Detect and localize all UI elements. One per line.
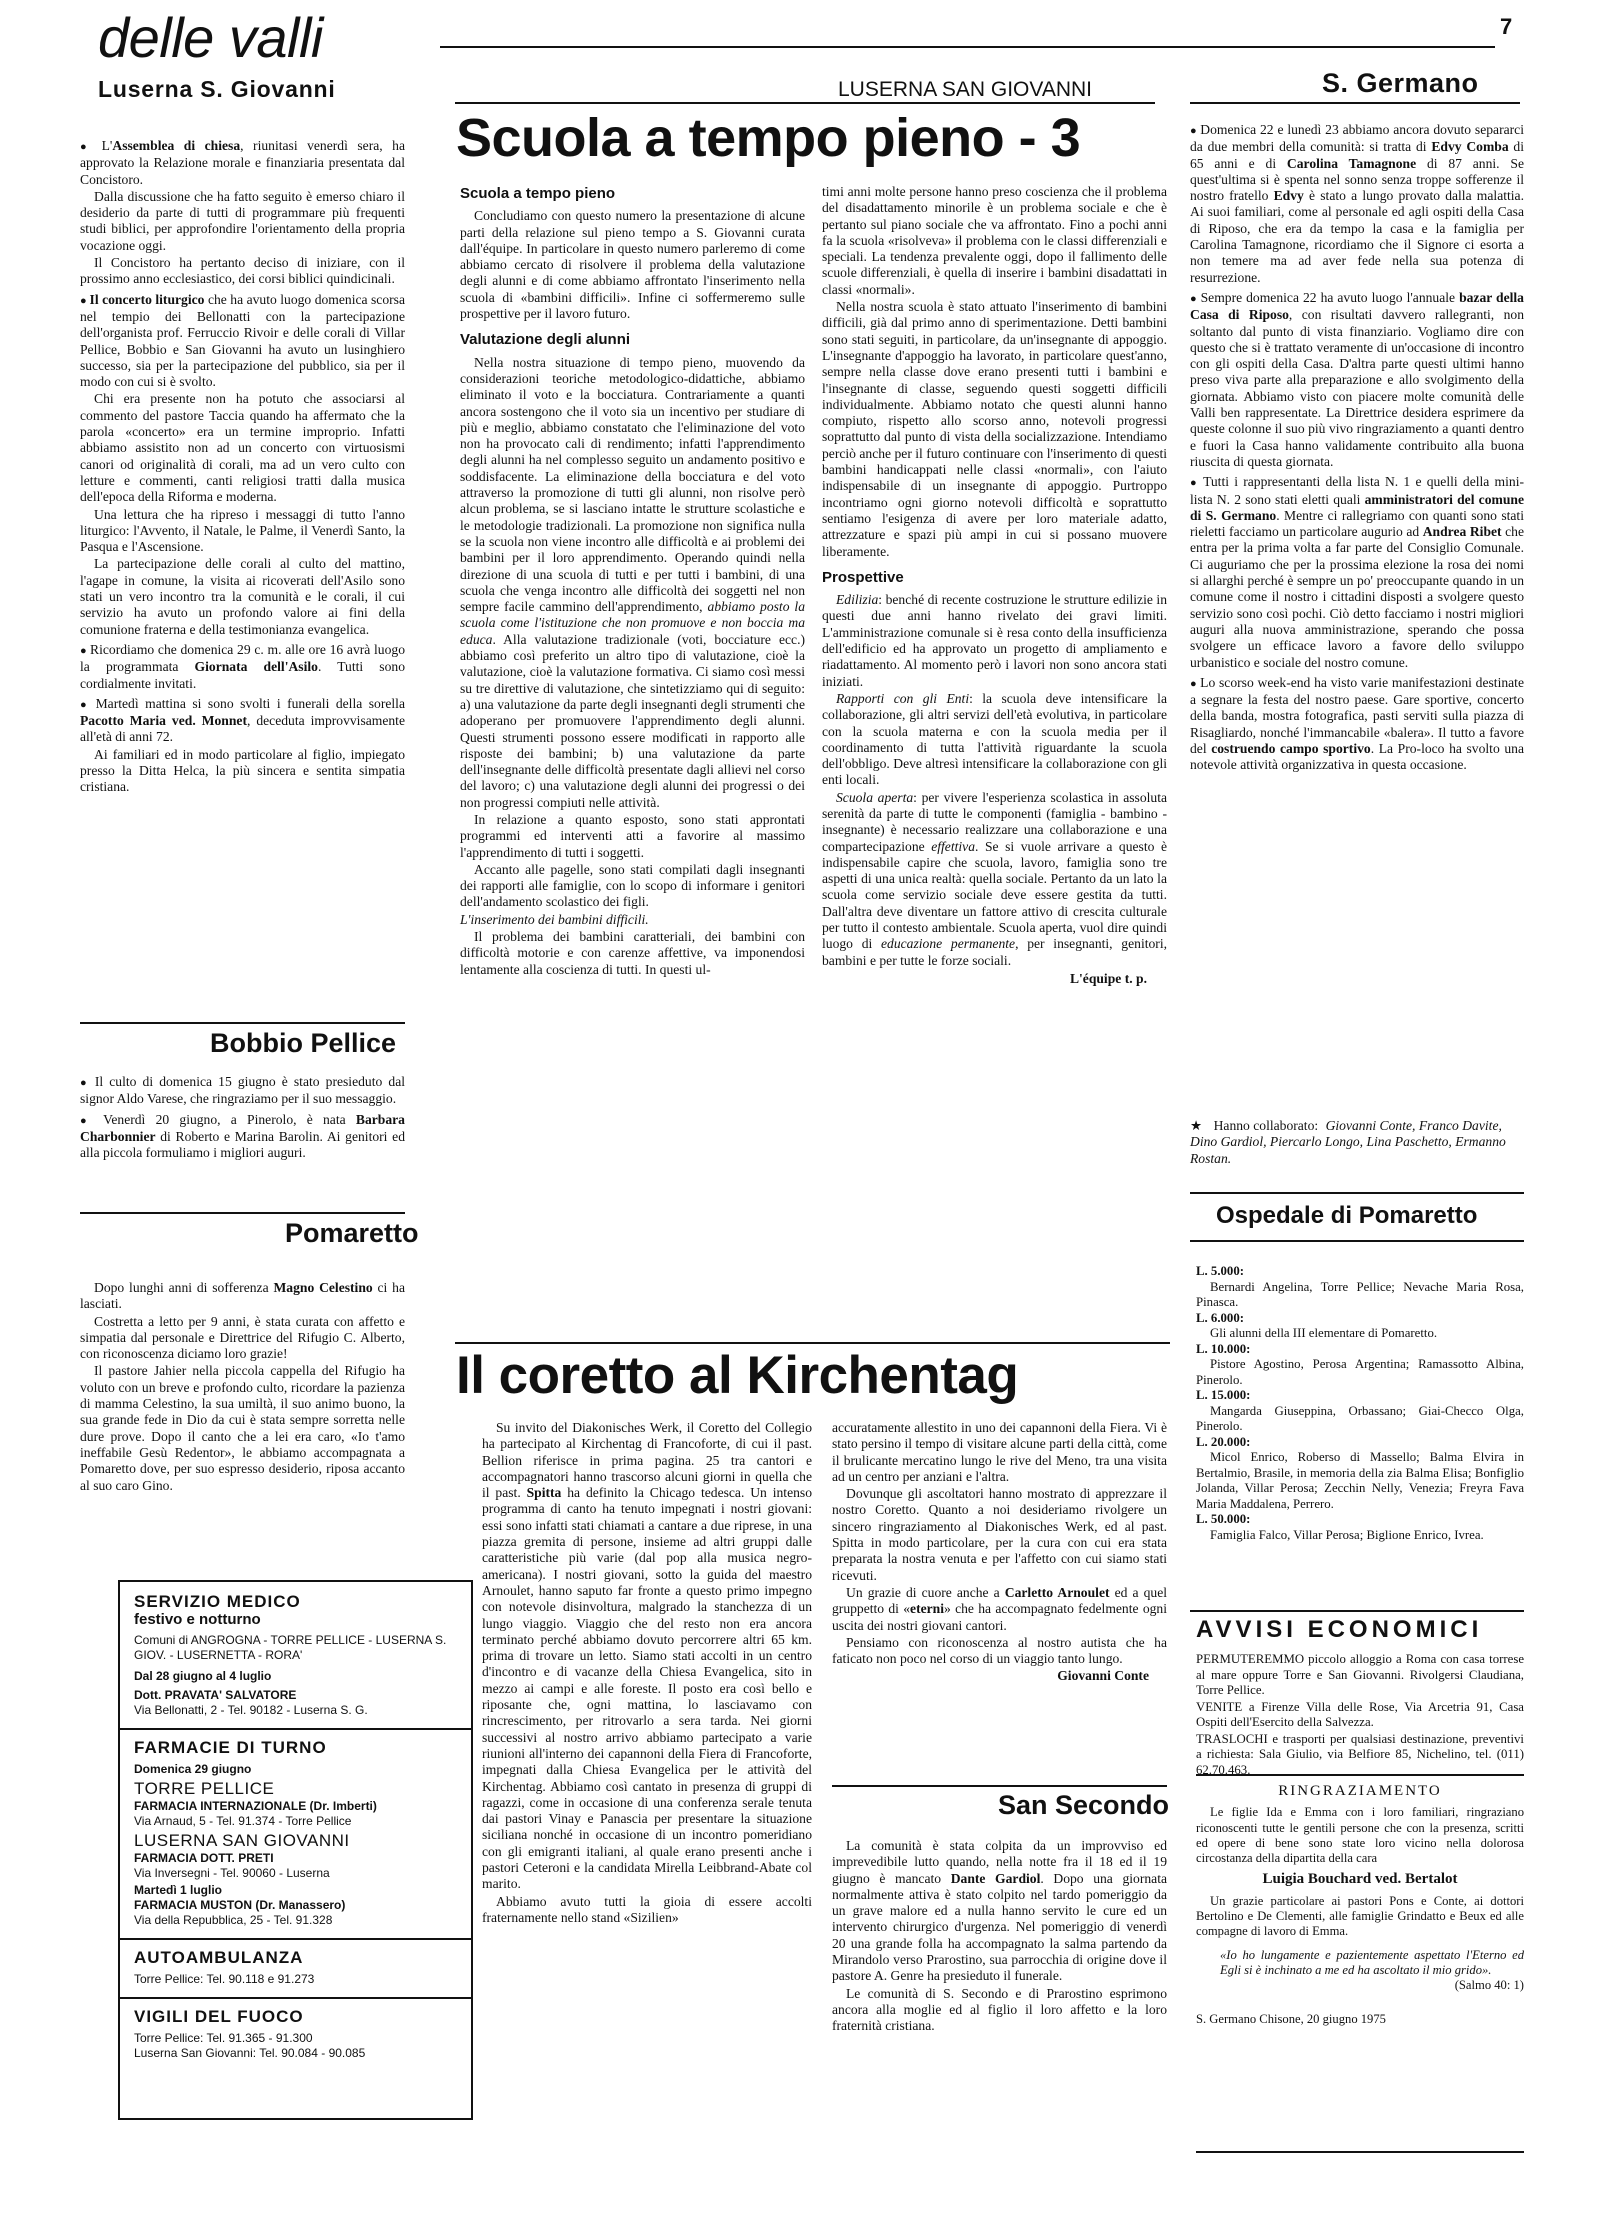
farmacie-town: LUSERNA SAN GIOVANNI — [134, 1831, 350, 1850]
servizio-doctor: Dott. PRAVATA' SALVATORE — [134, 1688, 297, 1702]
rule — [1190, 1610, 1524, 1612]
farmacia-address: Via della Repubblica, 25 - Tel. 91.328 — [134, 1913, 333, 1927]
rule — [1190, 102, 1520, 104]
scuola-headline: Scuola a tempo pieno - 3 — [456, 108, 1081, 168]
donation-names: Gli alunni della III elementare di Pomaretto. — [1210, 1326, 1438, 1340]
section-bobbio: Bobbio Pellice — [210, 1028, 397, 1058]
donation-amount: L. 50.000: — [1196, 1512, 1251, 1526]
servizio-dates: Dal 28 giugno al 4 luglio — [134, 1669, 272, 1683]
column-pomaretto: Dopo lunghi anni di sofferenza Magno Celestino ci ha lasciati. Costretta a letto per 9 anni, è stata curata con affetto e simpatia dal personale e Direttrice del Rifugio C. Alberto, con riconoscenza diciamo loro grazie! Il pastore Jahier nella piccola cappella del Rifugio ha voluto con un breve e profondo culto, ricordare la pazienza di mamma Celestino, la sua umiltà, il suo animo buono, la sua grande fede in Dio da cui è stata sempre sorretta nelle dure prove. Dopo il canto che a lei era caro, «Io t'amo ineffabile Gesù Redentor», le abbiamo accompagnata a Pomaretto dove, per suo espresso desiderio, riposa accanto al suo caro Gino. — [80, 1280, 405, 1493]
rule — [1190, 1192, 1524, 1194]
donation-amount: L. 15.000: — [1196, 1388, 1251, 1402]
farmacie-date: Martedì 1 luglio — [134, 1883, 223, 1897]
section-luserna-left: Luserna S. Giovanni — [98, 76, 336, 102]
servizio-subtitle: festivo e notturno — [134, 1611, 261, 1628]
collab-names: Giovanni Conte, Franco Davite, Dino Gardiol, Piercarlo Longo, Lina Paschetto, Ermanno Rostan. — [1190, 1118, 1506, 1166]
donation-names: Pistore Agostino, Perosa Argentina; Ramassotto Albina, Pinerolo. — [1196, 1357, 1524, 1387]
divider — [120, 1938, 471, 1940]
fuoco-title: VIGILI DEL FUOCO — [134, 2007, 304, 2026]
scuola-signature: L'équipe t. p. — [1069, 970, 1147, 986]
page-number: 7 — [1500, 14, 1513, 39]
donation-amount: L. 20.000: — [1196, 1434, 1251, 1449]
rule — [80, 1022, 405, 1024]
donation-names: Famiglia Falco, Villar Perosa; Biglione Enrico, Ivrea. — [1210, 1527, 1484, 1542]
ospedale-list — [1196, 1264, 1524, 1604]
masthead-rule — [440, 46, 1495, 48]
ringraziamento-title: RINGRAZIAMENTO — [1278, 1783, 1442, 1799]
column-luserna: ● L'Assemblea di chiesa, riunitasi venerdì sera, ha approvato la Relazione morale e finanziaria presentata dal Concistoro. Dalla discussione che ha fatto seguito è emerso chiaro il desiderio da parte di tutti di programmare più frequenti studi biblici, per approfondire l'orientamento della propria vocazione oggi. Il Concistoro ha pertanto deciso di iniziare, con il prossimo anno ecclesiastico, dei corsi biblici quindicinali. ● Il concerto liturgico che ha avuto luogo domenica scorsa nel tempio dei Bellonatti con la partecipazione dell'organista prof. Ferruccio Rivoir e delle corali di Villar Pellice, Bobbio e San Giovanni ha avuto un lusinghiero successo, sia per la partecipazione del pubblico, sia per il modo con cui si è svolto. Chi era presente non ha potuto che associarsi al commento del pastore Taccia quando ha affermato che la parola «concerto» era un termine improprio. Infatti abbiamo assistito non ad un concerto con virtuosismi canori od originalità di corali, ma ad un vero culto con letture e commenti, canti religiosi tratti dalla musica dell'epoca della Riforma e moderna. Una lettura che ha ripreso i messaggi di tutto l'anno liturgico: l'Avvento, il Natale, le Palme, il Venerdì Santo, la Pasqua e l'Ascensione. La partecipazione delle corali al culto del mattino, l'agape in comune, la visita ai ricoverati dell'Asilo sono stati un vero incontro tra la comunità e le corali, il cui servizio ha avuto un profondo valore ai fini della comunione fraterna e della testimonianza evangelica. ● Ricordiamo che domenica 29 c. m. alle ore 16 avrà luogo la programmata Giornata dell'Asilo. Tutti sono cordialmente invitati. ● Martedì mattina si sono svolti i funerali della sorella Pacotto Maria ved. Monnet, deceduta improvvisamente all'età di anni 72. Ai familiari ed in modo particolare al figlio, impiegato presso la Ditta Helca, la più sincera e sentita simpatia cristiana. — [80, 138, 405, 1038]
san-secondo-text: La comunità è stata colpita da un improvviso ed imprevedibile lutto quando, nella notte fra il 18 ed il 19 giugno è mancato Dante Gardiol. Dopo una giornata normalmente attiva è stato colpito nel tardo pomeriggio da un grave malore ed a nulla hanno servito le cure ed un intervento chirurgico d'urgenza. Nel pomeriggio di venerdì 20 una grande folla ha accompagnato la salma partendo da Mirandolo verso Prarostino, sua parrocchia di origine dove il pastore A. Genre ha presieduto il funerale. Le comunità di S. Secondo e di Prarostino esprimono ancora alla moglie ed al figlio il loro affetto e la loro fraternità cristiana. — [832, 1838, 1167, 2034]
servizio-medico-box — [118, 1580, 473, 2120]
ringraziamento-quote: «Io ho lungamente e pazientemente aspettato l'Eterno ed Egli si è inchinato a me ed ha ascoltato il mio grido». — [1220, 1947, 1524, 1977]
rule — [80, 1212, 405, 1214]
farmacie-date: Domenica 29 giugno — [134, 1762, 252, 1776]
avvisi-list — [1196, 1652, 1524, 1777]
avvisi-item: PERMUTEREMMO piccolo alloggio a Roma con casa torrese al mare oppure Torre e San Giovanni. Rivolgersi Claudiana, Torre Pellice. — [1196, 1652, 1524, 1697]
servizio-comuni: Comuni di ANGROGNA - TORRE PELLICE - LUSERNA S. GIOV. - LUSERNETTA - RORA' — [134, 1633, 447, 1662]
masthead-title: delle valli — [98, 6, 323, 69]
coretto-headline: Il coretto al Kirchentag — [456, 1346, 1019, 1405]
avvisi-item: VENITE a Firenze Villa delle Rose, Via Arcetria 91, Casa Ospiti dell'Esercito della Salvezza. — [1196, 1699, 1524, 1729]
donation-names: Bernardi Angelina, Torre Pellice; Nevache Maria Rosa, Pinasca. — [1196, 1279, 1524, 1309]
farmacia-name: FARMACIA MUSTON (Dr. Manassero) — [134, 1898, 346, 1912]
section-germano: S. Germano — [1322, 68, 1479, 98]
coretto-column-1: Su invito del Diakonisches Werk, il Coretto del Collegio ha partecipato al Kirchentag di Francoforte, di cui il past. Bellion riferisce in prima pagina. 25 tra cantori e accompagnatori hanno trascorso alcuni giorni in quella che il past. Spitta ha definito la Chicago tedesca. Un intenso programma di canto ha tenuto impegnati i nostri giovani: essi sono infatti stati chiamati a cantare a due riprese, in una piazza gremita di persone, insieme ad altri gruppi dalle caratteristiche più varie (dal pop alla musica negro-americana). I nostri giovani, sotto la guida del maestro Arnoulet, hanno saputo far fronte a questo primo impegno con notevole disinvoltura, malgrado la stanchezza di un lungo viaggio. Viaggio che del resto non era ancora terminato perché abbiamo dovuto percorrere altri 65 km. prima di trovare un letto. Siamo stati accolti in un centro d'incontro e di vacanze della Chiesa Evangelica, sito in mezzo ai campi e alle foreste. Il posto era così bello e riposante che, ogni mattina, lo lasciavamo con rincrescimento, per ritrovarlo a sera tarda. Nei giorni successivi al nostro arrivo abbiamo partecipato a varie riunioni all'interno dei capannoni della Fiera di Francoforte, impegnati dalla Chiesa Evangelica per le attività del Kirchentag. Abbiamo così cantato in presenza di gruppi di ragazzi, come in occasione di una conferenza serale tenuta dai pastori Vinay e Panascia per presentare la situazione siciliana nonché in occasione di un incontro pomeridiano con gli emigranti italiani, al quale erano presenti anche i pastori Ceteroni e la candidata Mirella Leibbrand-Abate col marito. Abbiamo avuto tutti la gioia di essere accolti fraternamente nello stand «Sizilien» — [482, 1420, 812, 1925]
coretto-column-2: accuratamente allestito in uno dei capannoni della Fiera. Vi è stato persino il tempo di visitare alcune parti della città, come il brulicante mercatino lungo le rive del Meno, tra una visita ad un centro per anziani e l'altra. Dovunque gli ascoltatori hanno mostrato di apprezzare il nostro Coretto. Quanto a noi desideriamo rivolgere un sincero ringraziamento al Diakonisches Werk, ed al past. Spitta in modo particolare, per la cura con cui era stata preparata la nostra venuta e per l'affetto con cui siamo stati ricevuti. Un grazie di cuore anche a Carletto Arnoulet ed a quel gruppetto di «eterni» che ha accompagnato fedelmente ogni uscita dei nostri giovani cantori. Pensiamo con riconoscenza al nostro autista che ha faticato non poco nel corso di un viaggio tanto lungo. Giovanni Conte — [832, 1420, 1168, 1684]
rule — [455, 102, 1155, 104]
rule — [832, 1785, 1167, 1787]
donation-names: Mangarda Giuseppina, Orbassano; Giai-Checco Olga, Pinerolo. — [1196, 1403, 1524, 1433]
donation-amount: L. 10.000: — [1196, 1341, 1251, 1356]
donation-names: Micol Enrico, Roberso di Massello; Balma Elvira in Bertalmio, Brasile, in memoria della zia Balma Elisa; Bonfiglio Jolanda, Villar Perosa; Zecchin Nelly, Venezia; Freyra Fava Maria Maddalena, Perrero. — [1196, 1450, 1524, 1511]
ambulanza-title: AUTOAMBULANZA — [134, 1948, 304, 1967]
avvisi-title: AVVISI ECONOMICI — [1196, 1616, 1483, 1643]
rule — [1190, 1240, 1524, 1242]
collab-note — [1190, 1118, 1524, 1167]
star-icon: ★ — [1190, 1118, 1203, 1133]
section-luserna-center: LUSERNA SAN GIOVANNI — [838, 78, 1093, 101]
farmacie-title: FARMACIE DI TURNO — [134, 1738, 327, 1757]
column-germano: ● Domenica 22 e lunedì 23 abbiamo ancora dovuto separarci da due membri della comunità: si tratta di Edvy Comba di 65 anni e di Carolina Tamagnone di 87 anni. Se quest'ultima si è spenta nel sonno senza troppe sofferenze il nostro fratello Edvy è stato a lungo provato dalla malattia. Ai suoi familiari, come al personale ed agli ospiti della Casa di Riposo, che era da tempo la casa e la famiglia per Carolina Tamagnone, ricordiamo che il Signore ci esorta a non temere ma ad aver fede nella sua potenza di resurrezione. ● Sempre domenica 22 ha avuto luogo l'annuale bazar della Casa di Riposo, con risultati davvero rallegranti, non soltanto dal punto di vista finanziario. Vogliamo dire con questo che si è trattato veramente di un'occasione di incontro con gli ospiti della Casa. D'altra parte questi ultimi hanno preso viva parte alla preparazione e allo svolgimento della giornata. Abbiamo visto con piacere molte comunità delle Valli ben rappresentate. La Direttrice desidera esprimere da queste colonne il suo più vivo ringraziamento a quanti dentro e fuori la Casa hanno validamente contribuito alla buona riuscita di questa giornata. ● Tutti i rappresentanti della lista N. 1 e quelli della mini-lista N. 2 sono stati eletti quali amministratori del comune di S. Germano. Mentre ci rallegriamo con quanti sono stati rieletti facciamo un particolare augurio ad Andrea Ribet che entra per la prima volta a far parte del Consiglio Comunale. Ci auguriamo che per la prossima elezione la rosa dei nomi si allarghi perché è sempre un po' preoccupante quando in un comune come il nostro i cittadini disposti a svolgere questo servizio sono così pochi. Ciò detto facciamo i nostri migliori auguri alla nuova amministrazione, sperando che possa svolgere un efficace lavoro a favore dello sviluppo urbanistico e sociale del nostro comune. ● Lo scorso week-end ha visto varie manifestazioni destinate a segnare la festa del nostro paese. Gare sportive, concerto della banda, mostra fotografica, pasti serviti sulla piazza di Risagliardo, nonché l'immancabile «balera». Il tutto a favore del costruendo campo sportivo. La Pro-loco ha svolto una notevole attività organizzativa in questa occasione. — [1190, 122, 1524, 1122]
section-ospedale: Ospedale di Pomaretto — [1216, 1202, 1478, 1229]
donation-amount: L. 6.000: — [1196, 1310, 1244, 1325]
farmacia-address: Via Inversegni - Tel. 90060 - Luserna — [134, 1866, 330, 1880]
ringraziamento-place-date: S. Germano Chisone, 20 giugno 1975 — [1196, 2011, 1386, 2026]
fuoco-phones: Torre Pellice: Tel. 91.365 - 91.300 — [134, 2031, 313, 2045]
farmacie-town: TORRE PELLICE — [134, 1779, 275, 1798]
ringraziamento-name: Luigia Bouchard ved. Bertalot — [1262, 1871, 1458, 1888]
scuola-subheading: Prospettive — [822, 568, 904, 586]
rule — [455, 1342, 1170, 1344]
divider — [120, 1728, 471, 1730]
scuola-column-1: Scuola a tempo pieno Concludiamo con questo numero la presentazione di alcune parti della relazione sul pieno tempo a S. Giovanni curata dall'équipe. In particolare in questo numero parleremo di come abbiamo cercato di risolvere il problema della valutazione degli alunni e di come abbiamo affrontato l'inserimento nella scuola di «bambini difficili». Infine ci soffermeremo sulle prospettive per il lavoro futuro. Valutazione degli alunni Nella nostra situazione di tempo pieno, muovendo da considerazioni teoriche metodologico-didattiche, abbiamo eliminato il voto e la bocciatura. Contrariamente a quanti ancora sostengono che il voto sia un incentivo per studiare di più e meglio, abbiamo constatato che l'eliminazione del voto non ha provocato cali di rendimento; infatti l'apprendimento degli alunni ha nel complesso seguito un andamento positivo e soddisfacente. La eliminazione della bocciatura e del voto attraverso la promozione di tutti gli alunni, non risolve però alcun problema, se si lasciano intatte le strutture scolastiche e le metodologie tradizionali. La promozione non significa nulla se la scuola non viene incontro alle difficoltà e ai problemi dei bambini per il loro apprendimento. Operando quindi nella direzione di una scuola di tutti e per tutti i bambini, di una scuola che venga incontro alle difficoltà dei soggetti nel non sempre facile cammino dell'apprendimento, abbiamo posto la scuola come l'istituzione che non promuove e non boccia ma educa. Alla valutazione tradizionale (voti, bocciature ecc.) abbiamo così preferito un altro tipo di valutazione, cioè la valutazione, cioè la valutazione formativa. Ci siamo così messi su tre direttive di valutazione, che sintetizziamo qui di seguito: a) una valutazione da parte degli insegnanti degli strumenti che adoperano per promuovere l'apprendimento degli alunni. Questi strumenti possono essere modificati in rapporto alle risposte dei bambini; b) una valutazione da parte dell'insegnante delle difficoltà presentate dagli allievi nel corso del lavoro; c) una valutazione degli alunni dei progressi o dei non progressi compiuti nelle attività. In relazione a quanto esposto, sono stati approntati programmi ed interventi atti a favorire al massimo l'apprendimento di tutti i soggetti. Accanto alle pagelle, sono stati compilati dagli insegnanti dei rapporti alle famiglie, con lo scopo di informare i genitori dell'andamento scolastico dei figli. L'inserimento dei bambini difficili. Il problema dei bambini caratteriali, dei bambini con difficoltà motorie e con carenze affettive, va imponendosi lentamente alla coscienza di tutti. In questi ul- — [460, 185, 806, 977]
farmacia-name: FARMACIA DOTT. PRETI — [134, 1851, 274, 1865]
scuola-subheading: Valutazione degli alunni — [460, 331, 631, 349]
section-san-secondo: San Secondo — [998, 1790, 1170, 1820]
ringraziamento-text: Un grazie particolare ai pastori Pons e Conte, ai dottori Bertolino e De Clementi, alle famiglie Grindatto e Beux ed alle compagne di lavoro di Emma. — [1196, 1893, 1524, 1939]
scuola-column-2: timi anni molte persone hanno preso coscienza che il problema del disadattamento minorile è un problema sociale e che è pertanto sul piano sociale che va affrontato. Fino a pochi anni fa la scuola «risolveva» il problema con le classi differenziali e speciali. La tendenza prevalente oggi, dopo il fallimento delle scuole differenziali, è quella di inserire i bambini disadattati in classi «normali». Nella nostra scuola è stato attuato l'inserimento di bambini difficili, già dal primo anno di sperimentazione. Detti bambini sono stati seguiti, in particolare, da un'insegnante di appoggio. L'insegnante d'appoggio ha lavorato, in particolare quest'anno, sempre nella classe dove erano presenti tutti i bambini e l'insegnante di classe, seguendo questi soggetti difficili individualmente. Abbiamo notato che questi alunni hanno compiuto, rispetto allo scorso anno, notevoli progressi soprattutto dal punto di vista della socializzazione. Intendiamo perciò anche per il futuro continuare con l'inserimento di questi bambini handicappati nelle classi «normali», con l'aiuto indispensabile di un insegnante di appoggio. Purtroppo incontriamo ogni giorno notevoli difficoltà e soprattutto sentiamo l'esigenza di avere per loro materiale adatto, attrezzature e spazi più ampi in cui si possano muovere liberamente. Prospettive Edilizia: benché di recente costruzione le strutture edilizie in questi due anni hanno rivelato dei gravi limiti. L'amministrazione comunale si è resa conto della insufficienza dell'edificio ed ha approvato un progetto di ampliamento e riadattamento. Al momento però i lavori non sono ancora stati iniziati. Rapporti con gli Enti: la scuola deve intensificare la collaborazione, gli altri servizi dell'età evolutiva, in particolare con la scuola materna e con la scuola media per il coordinamento di tutta l'attività riguardante la scuola dell'obbligo. Deve altresì intensificare la collaborazione con gli enti locali. Scuola aperta: per vivere l'esperienza scolastica in assoluta serenità da parte di tutte le componenti (famiglia - bambino - insegnante) è necessario realizzare una collaborazione e una compartecipazione effettiva. Se si vuole arrivare a questo è indispensabile capire che scuola, lavoro, famiglia sono tre aspetti di una unica realtà: quella sociale. Pertanto da un lato la scuola come servizio sociale deve essere gestita da tutti. Dall'altra deve diventare un fattore attivo di crescita culturale per tutto il contesto ambientale. Scuola aperta, vuol dire quindi luogo di educazione permanente, per insegnanti, genitori, bambini e per tutte le forze sociali. L'équipe t. p. — [822, 184, 1168, 986]
servizio-doctor-address: Via Bellonatti, 2 - Tel. 90182 - Luserna S. G. — [134, 1703, 368, 1717]
ringraziamento-quote-ref: (Salmo 40: 1) — [1454, 1978, 1524, 1993]
servizio-title: SERVIZIO MEDICO — [134, 1592, 301, 1611]
coretto-signature: Giovanni Conte — [1057, 1668, 1149, 1684]
ringraziamento-text: Le figlie Ida e Emma con i loro familiari, ringraziano riconoscenti tutte le gentili persone che con la presenza, scritti ed opere di bene sono state loro vicino nella dolorosa circostanza della dipartita della cara — [1196, 1805, 1524, 1866]
scuola-subheading: Scuola a tempo pieno — [460, 185, 616, 202]
section-pomaretto: Pomaretto — [285, 1218, 419, 1248]
avvisi-item: TRASLOCHI e trasporti per qualsiasi destinazione, preventivi a richiesta: Sala Giulio, via Belfiore 85, Nichelino, tel. (011) 62.70.463. — [1196, 1731, 1524, 1777]
farmacia-name: FARMACIA INTERNAZIONALE (Dr. Imberti) — [134, 1799, 377, 1813]
ambulanza-phones: Torre Pellice: Tel. 90.118 e 91.273 — [134, 1972, 315, 1986]
donation-amount: L. 5.000: — [1196, 1264, 1244, 1278]
collab-label: Hanno collaborato: — [1213, 1118, 1319, 1133]
column-bobbio: ● Il culto di domenica 15 giugno è stato presieduto dal signor Aldo Varese, che ringraziamo per il suo messaggio. ● Venerdì 20 giugno, a Pinerolo, è nata Barbara Charbonnier di Roberto e Marina Barolin. Ai genitori ed alla piccola formuliamo i migliori auguri. — [80, 1074, 405, 1204]
farmacia-address: Via Arnaud, 5 - Tel. 91.374 - Torre Pellice — [134, 1814, 352, 1828]
ringraziamento-box — [1196, 1774, 1524, 2153]
divider — [120, 1997, 471, 1999]
fuoco-phones: Luserna San Giovanni: Tel. 90.084 - 90.085 — [134, 2046, 366, 2060]
